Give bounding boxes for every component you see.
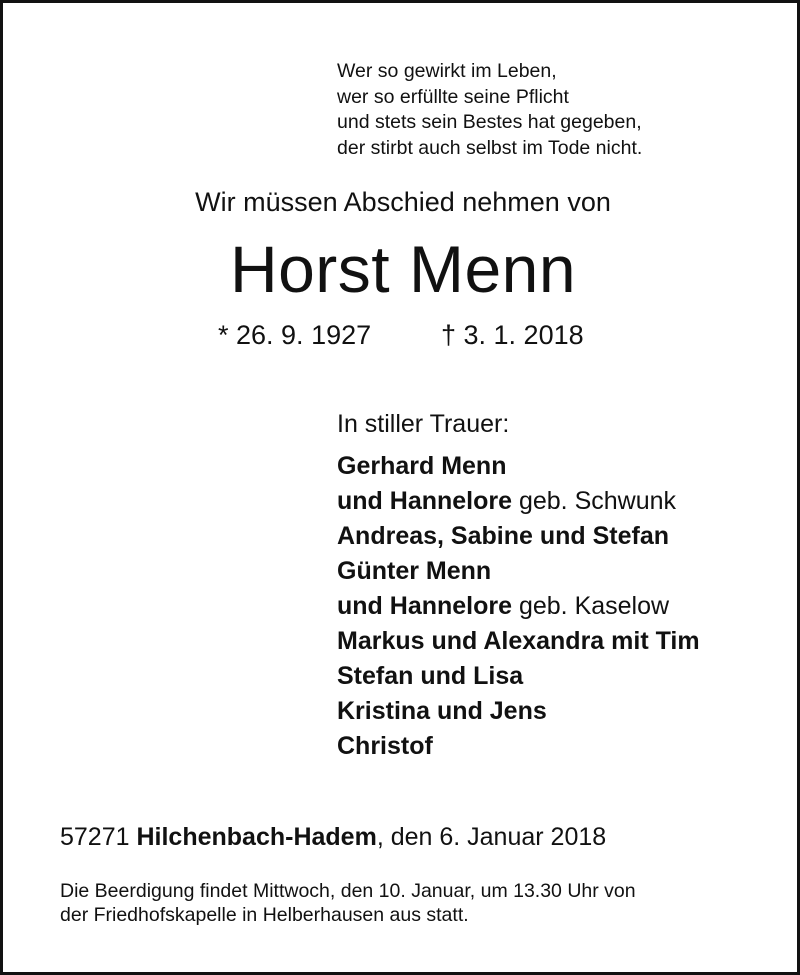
mourner-line [337, 554, 700, 589]
mourner-note: geb. Kaselow [512, 592, 670, 620]
mourner-name: und Hannelore [337, 487, 513, 515]
mourner-line [337, 624, 700, 659]
mourner-name: Günter Menn [337, 557, 492, 585]
death-date: † 3. 1. 2018 [441, 320, 584, 350]
mourner-note: geb. Schwunk [512, 487, 677, 515]
poem-line: der stirbt auch selbst im Tode nicht. [337, 136, 643, 159]
mourner-name: und Hannelore [337, 592, 513, 620]
mourner-line [337, 729, 700, 764]
poem-line: wer so erfüllte seine Pflicht [337, 85, 569, 108]
mourner-line [337, 589, 700, 624]
mourner-name: Stefan und Lisa [337, 662, 524, 690]
mourner-line [337, 659, 700, 694]
notice-line: Die Beerdigung findet Mittwoch, den 10. Januar, um 13.30 Uhr von [60, 880, 636, 902]
mourner-line [337, 449, 700, 484]
mourner-name: Andreas, Sabine und Stefan [337, 522, 670, 550]
postcode: 57271 [60, 823, 137, 851]
mourner-line [337, 694, 700, 729]
poem-line: und stets sein Bestes hat gegeben, [337, 111, 642, 133]
farewell-intro: Wir müssen Abschied nehmen von [195, 187, 611, 217]
funeral-notice [60, 879, 636, 927]
mourner-name: Markus und Alexandra mit Tim [337, 627, 700, 655]
town: Hilchenbach-Hadem [136, 823, 377, 851]
date: , den 6. Januar 2018 [376, 823, 607, 851]
place-and-date [60, 823, 606, 852]
birth-date: * 26. 9. 1927 [218, 320, 372, 350]
poem-line: Wer so gewirkt im Leben, [337, 60, 557, 82]
mourner-line [337, 484, 700, 519]
mourner-line [337, 519, 700, 554]
mourner-name: Gerhard Menn [337, 452, 507, 480]
mourners-list [337, 449, 700, 764]
poem [337, 59, 642, 161]
mourner-name: Kristina und Jens [337, 697, 547, 725]
mourner-name: Christof [337, 732, 433, 760]
deceased-name: Horst Menn [229, 232, 577, 306]
notice-line: der Friedhofskapelle in Helberhausen aus statt. [60, 904, 469, 926]
mourning-heading: In stiller Trauer: [337, 410, 510, 438]
